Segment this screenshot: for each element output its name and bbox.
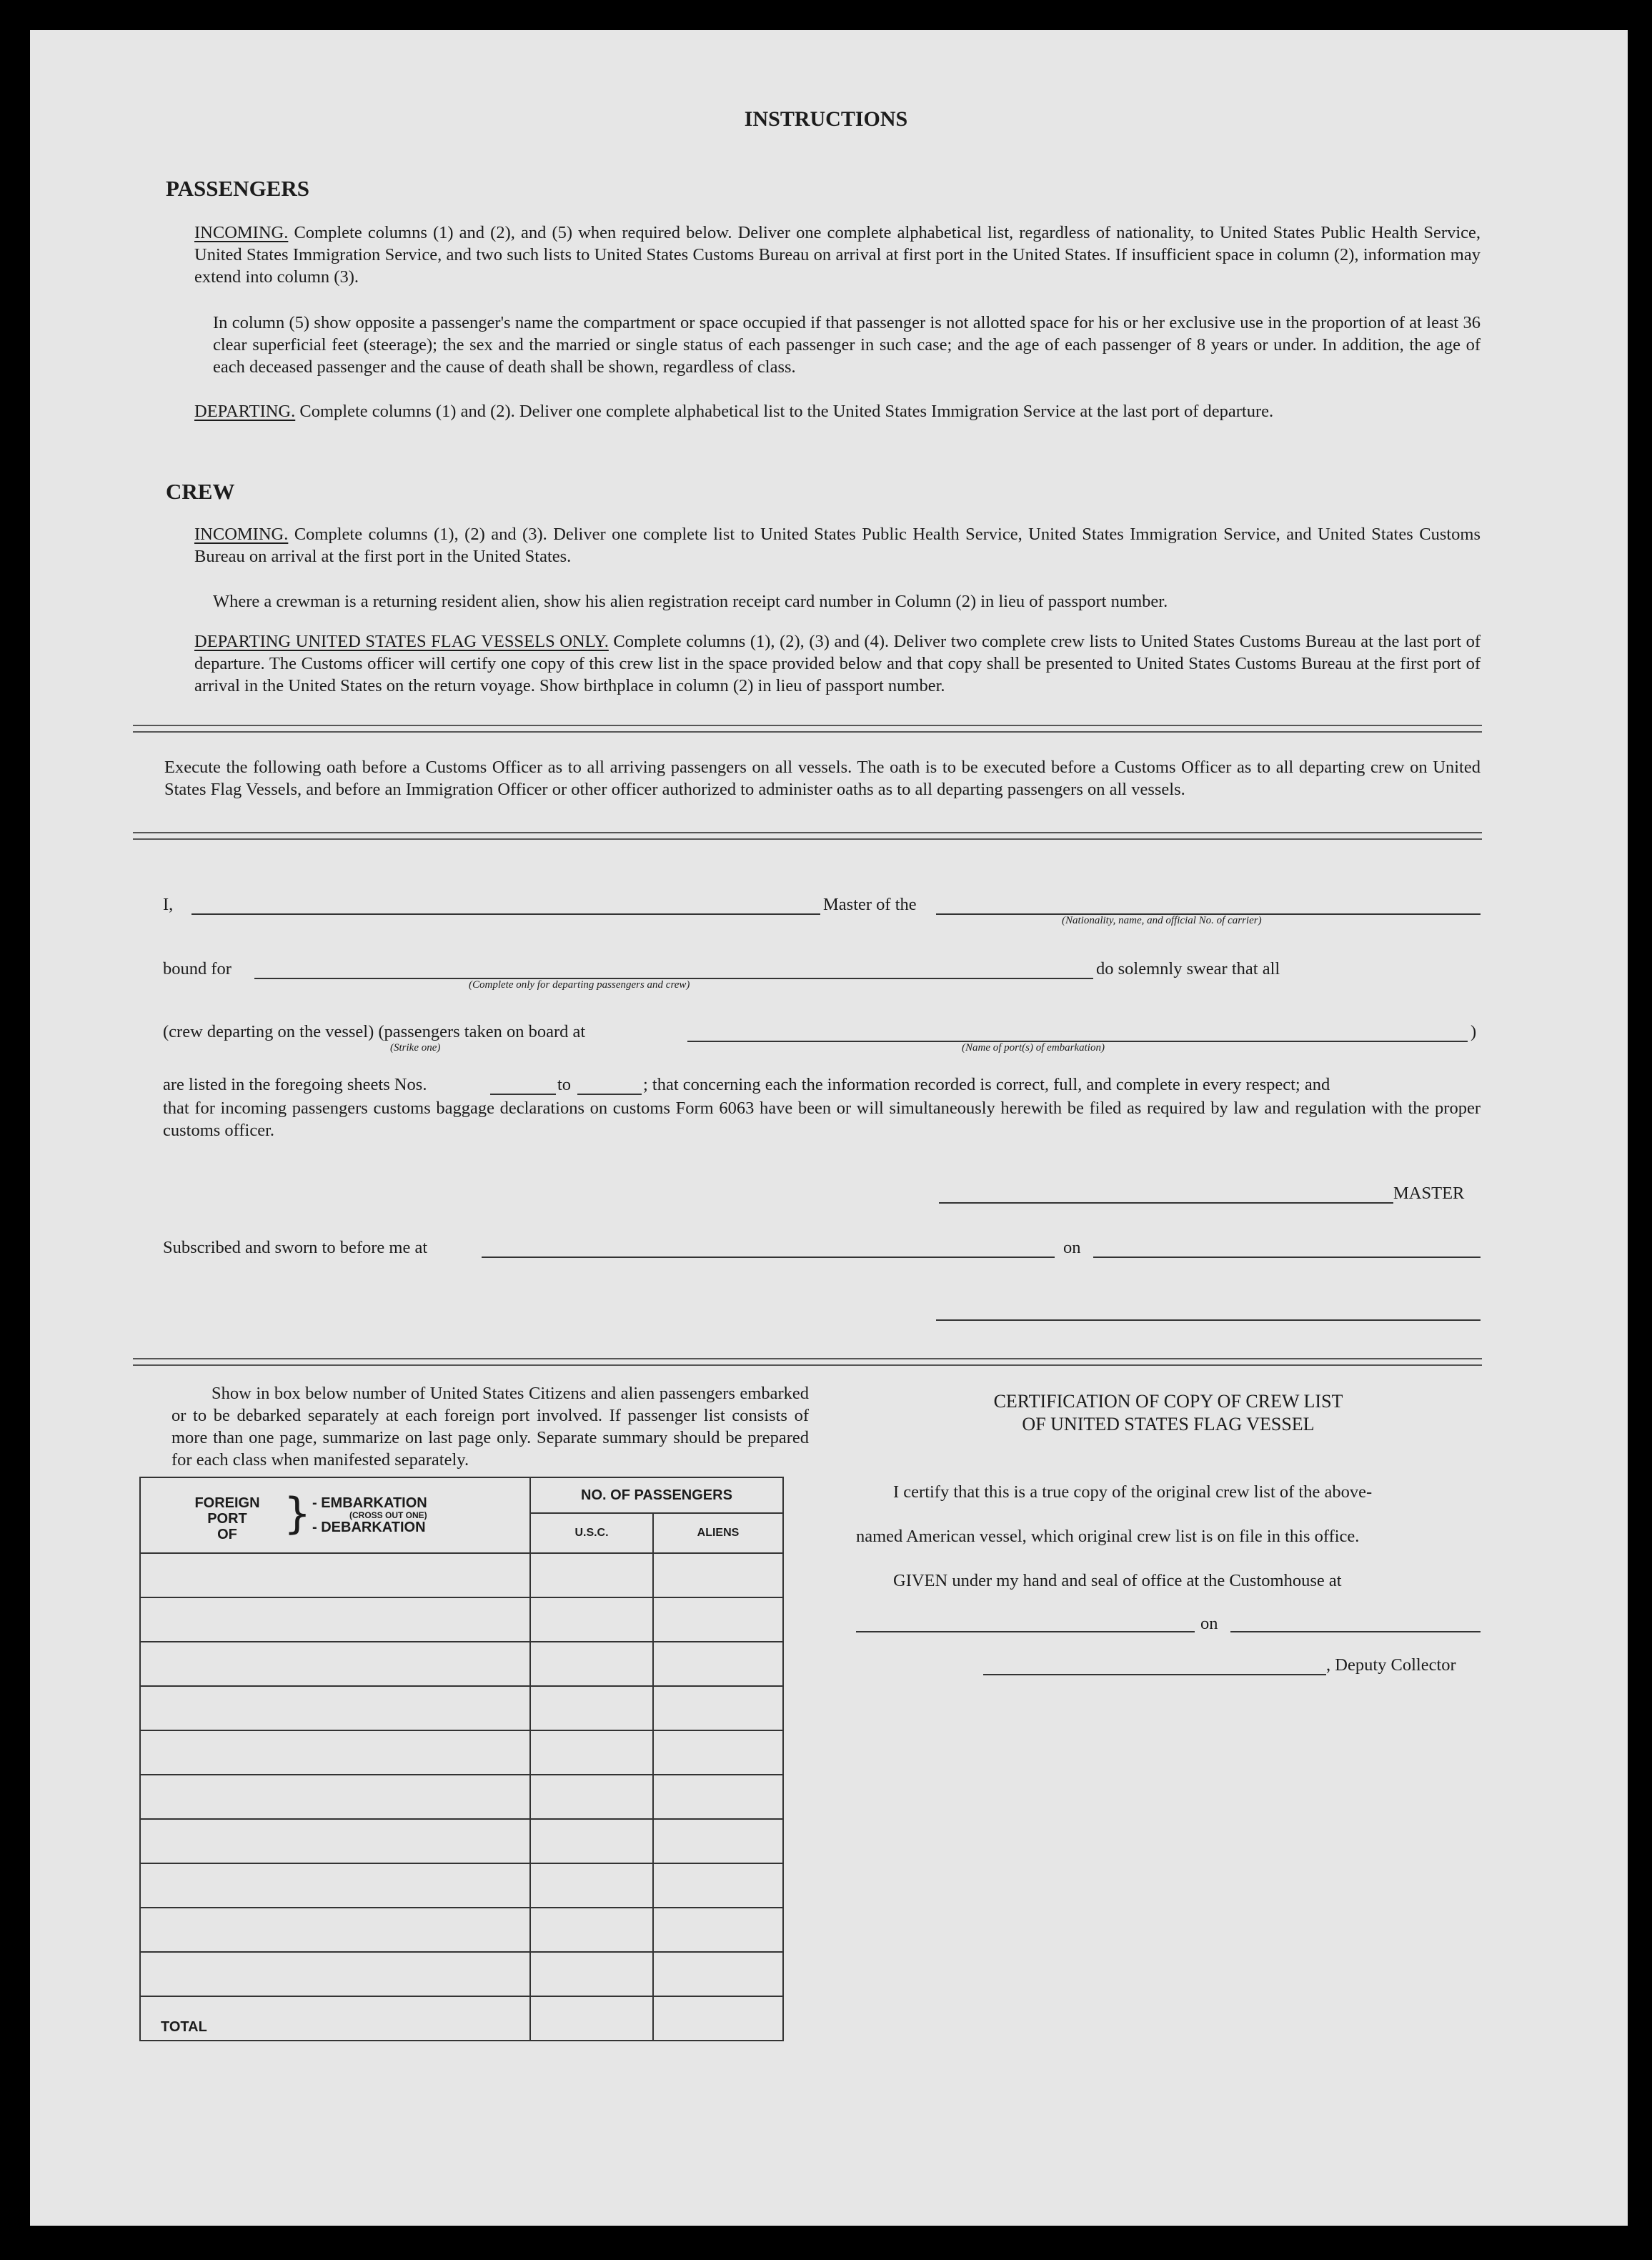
crew-passengers-label: (crew departing on the vessel) (passengers taken on board at	[163, 1022, 586, 1041]
crew-incoming-label: INCOMING.	[194, 525, 289, 544]
cross-out-label: (CROSS OUT ONE)	[349, 1510, 427, 1520]
given-line: GIVEN under my hand and seal of office at the Customhouse at	[893, 1571, 1342, 1590]
brace-icon: }	[284, 1489, 312, 1539]
bound-for-label: bound for	[163, 959, 232, 978]
strike-one-caption: (Strike one)	[390, 1042, 441, 1054]
oath-intro: Execute the following oath before a Customs Officer as to all arriving passengers on all vessels. The oath is to be executed before a Customs Officer as to all departing crew on United States Flag Vessels, and before an Immigration Officer or other officer authorized to administer oaths as to all departing passengers on all vessels.	[164, 758, 1481, 799]
customhouse-field[interactable]	[856, 1631, 1195, 1632]
foreign-port-of: FOREIGN PORT OF	[194, 1495, 260, 1542]
port-caption: (Name of port(s) of embarkation)	[962, 1042, 1105, 1054]
master-label: MASTER	[1393, 1184, 1465, 1203]
double-rule	[133, 832, 1482, 840]
deputy-signature-field[interactable]	[983, 1674, 1326, 1675]
passengers-incoming-text: Complete columns (1) and (2), and (5) when required below. Deliver one complete alphabetical list, regardless of nationality, to United States Public Health Service, United States Immigration Service, and two such lists to United States Customs Bureau on arrival at first port in the United States. If insufficient space in column (2), information may extend into column (3).	[194, 223, 1481, 287]
deputy-collector-label: , Deputy Collector	[1326, 1655, 1456, 1675]
usc-header: U.S.C.	[530, 1513, 653, 1553]
swear-label: do solemnly swear that all	[1096, 959, 1280, 978]
total-row	[140, 1996, 783, 2041]
certification-line-1: I certify that this is a true copy of the original crew list of the above-	[893, 1482, 1373, 1502]
listed-line2: that for incoming passengers customs baggage declarations on customs Form 6063 have been or will simultaneously herewith be filed as required by law and regulation with the proper customs officer.	[163, 1099, 1481, 1140]
crew-resident-paragraph: Where a crewman is a returning resident alien, show his alien registration receipt card number in Column (2) in lieu of passport number.	[213, 592, 1168, 611]
crew-departing-label: DEPARTING UNITED STATES FLAG VESSELS ONLY.	[194, 632, 609, 651]
passengers-column5-paragraph: In column (5) show opposite a passenger's name the compartment or space occupied if that passenger is not allotted space for his or her exclusive use in the proportion of at least 36 clear superficial feet (steerage); the sex and the married or single status of each passenger in such case; and the age of each passenger of 8 years or under. In addition, the age of each deceased passenger and the cause of death shall be shown, regardless of class.	[213, 313, 1481, 377]
double-rule	[133, 725, 1482, 733]
certification-title-1: CERTIFICATION OF COPY OF CREW LIST	[993, 1391, 1343, 1412]
passengers-departing-label: DEPARTING.	[194, 402, 296, 421]
embarkation-label: - EMBARKATION	[312, 1495, 427, 1511]
master-signature-field[interactable]	[939, 1202, 1393, 1204]
no-passengers-header: NO. OF PASSENGERS	[530, 1477, 783, 1513]
listed-rest: ; that concerning each the information recorded is correct, full, and complete in every respect; and	[643, 1075, 1330, 1094]
port-header-cell	[140, 1477, 530, 1553]
table-row	[140, 1819, 783, 1863]
table-row	[140, 1908, 783, 1952]
passengers-incoming-paragraph	[194, 222, 1481, 288]
passengers-departing-text: Complete columns (1) and (2). Deliver one complete alphabetical list to the United States Immigration Service at the last port of departure.	[299, 402, 1274, 421]
certification-title-2: OF UNITED STATES FLAG VESSEL	[1022, 1414, 1315, 1434]
sheet-from-field[interactable]	[490, 1094, 556, 1095]
master-of-the-label: Master of the	[823, 895, 917, 914]
listed-prefix: are listed in the foregoing sheets Nos.	[163, 1075, 427, 1094]
table-row	[140, 1730, 783, 1775]
table-row	[140, 1642, 783, 1686]
close-paren: )	[1471, 1022, 1477, 1041]
aliens-header: ALIENS	[653, 1513, 783, 1553]
passengers-heading: PASSENGERS	[166, 176, 309, 201]
table-row	[140, 1686, 783, 1730]
passenger-summary-table	[139, 1477, 784, 2041]
passengers-departing-paragraph	[194, 400, 1481, 422]
total-label: TOTAL	[140, 1996, 530, 2041]
master-name-field[interactable]	[191, 913, 820, 915]
crew-departing-paragraph	[194, 630, 1481, 697]
sworn-date-field[interactable]	[1093, 1257, 1481, 1258]
table-row	[140, 1952, 783, 1996]
crew-heading: CREW	[166, 479, 235, 504]
officer-signature-field[interactable]	[936, 1319, 1481, 1321]
sworn-on-label: on	[1063, 1238, 1081, 1257]
sheet-to-field[interactable]	[577, 1094, 642, 1095]
debarkation-label: - DEBARKATION	[312, 1520, 426, 1535]
double-rule	[133, 1358, 1482, 1366]
certification-line-2: named American vessel, which original crew list is on file in this office.	[856, 1527, 1360, 1546]
certification-date-field[interactable]	[1230, 1631, 1481, 1632]
table-row	[140, 1553, 783, 1597]
crew-incoming-text: Complete columns (1), (2) and (3). Deliver one complete list to United States Public Health Service, United States Immigration Service, and United States Customs Bureau on arrival at the first port in the United States.	[194, 525, 1481, 566]
certification-on-label: on	[1200, 1614, 1218, 1633]
crew-incoming-paragraph	[194, 523, 1481, 568]
summary-instructions: Show in box below number of United States Citizens and alien passengers embarked or to be debarked separately at each foreign port involved. If passenger list consists of more than one page, summarize on last page only. Separate summary should be prepared for each class when manifested separately.	[171, 1384, 809, 1470]
to-label: to	[557, 1075, 572, 1094]
crew-departing-text: Complete columns (1), (2), (3) and (4). Deliver two complete crew lists to United States Customs Bureau at the last port of departure. The Customs officer will certify one copy of this crew list in the space provided below and that copy shall be presented to United States Customs Bureau at the first port of arrival in the United States on the return voyage. Show birthplace in column (2) in lieu of passport number.	[194, 632, 1481, 695]
subscribed-label: Subscribed and sworn to before me at	[163, 1238, 428, 1257]
carrier-caption: (Nationality, name, and official No. of carrier)	[1062, 915, 1262, 926]
table-row	[140, 1597, 783, 1642]
bound-caption: (Complete only for departing passengers and crew)	[469, 979, 690, 991]
sworn-place-field[interactable]	[482, 1257, 1055, 1258]
table-row	[140, 1863, 783, 1908]
page-title: INSTRUCTIONS	[744, 107, 908, 131]
table-row	[140, 1775, 783, 1819]
oath-i-label: I,	[163, 895, 174, 914]
passengers-incoming-label: INCOMING.	[194, 223, 289, 242]
